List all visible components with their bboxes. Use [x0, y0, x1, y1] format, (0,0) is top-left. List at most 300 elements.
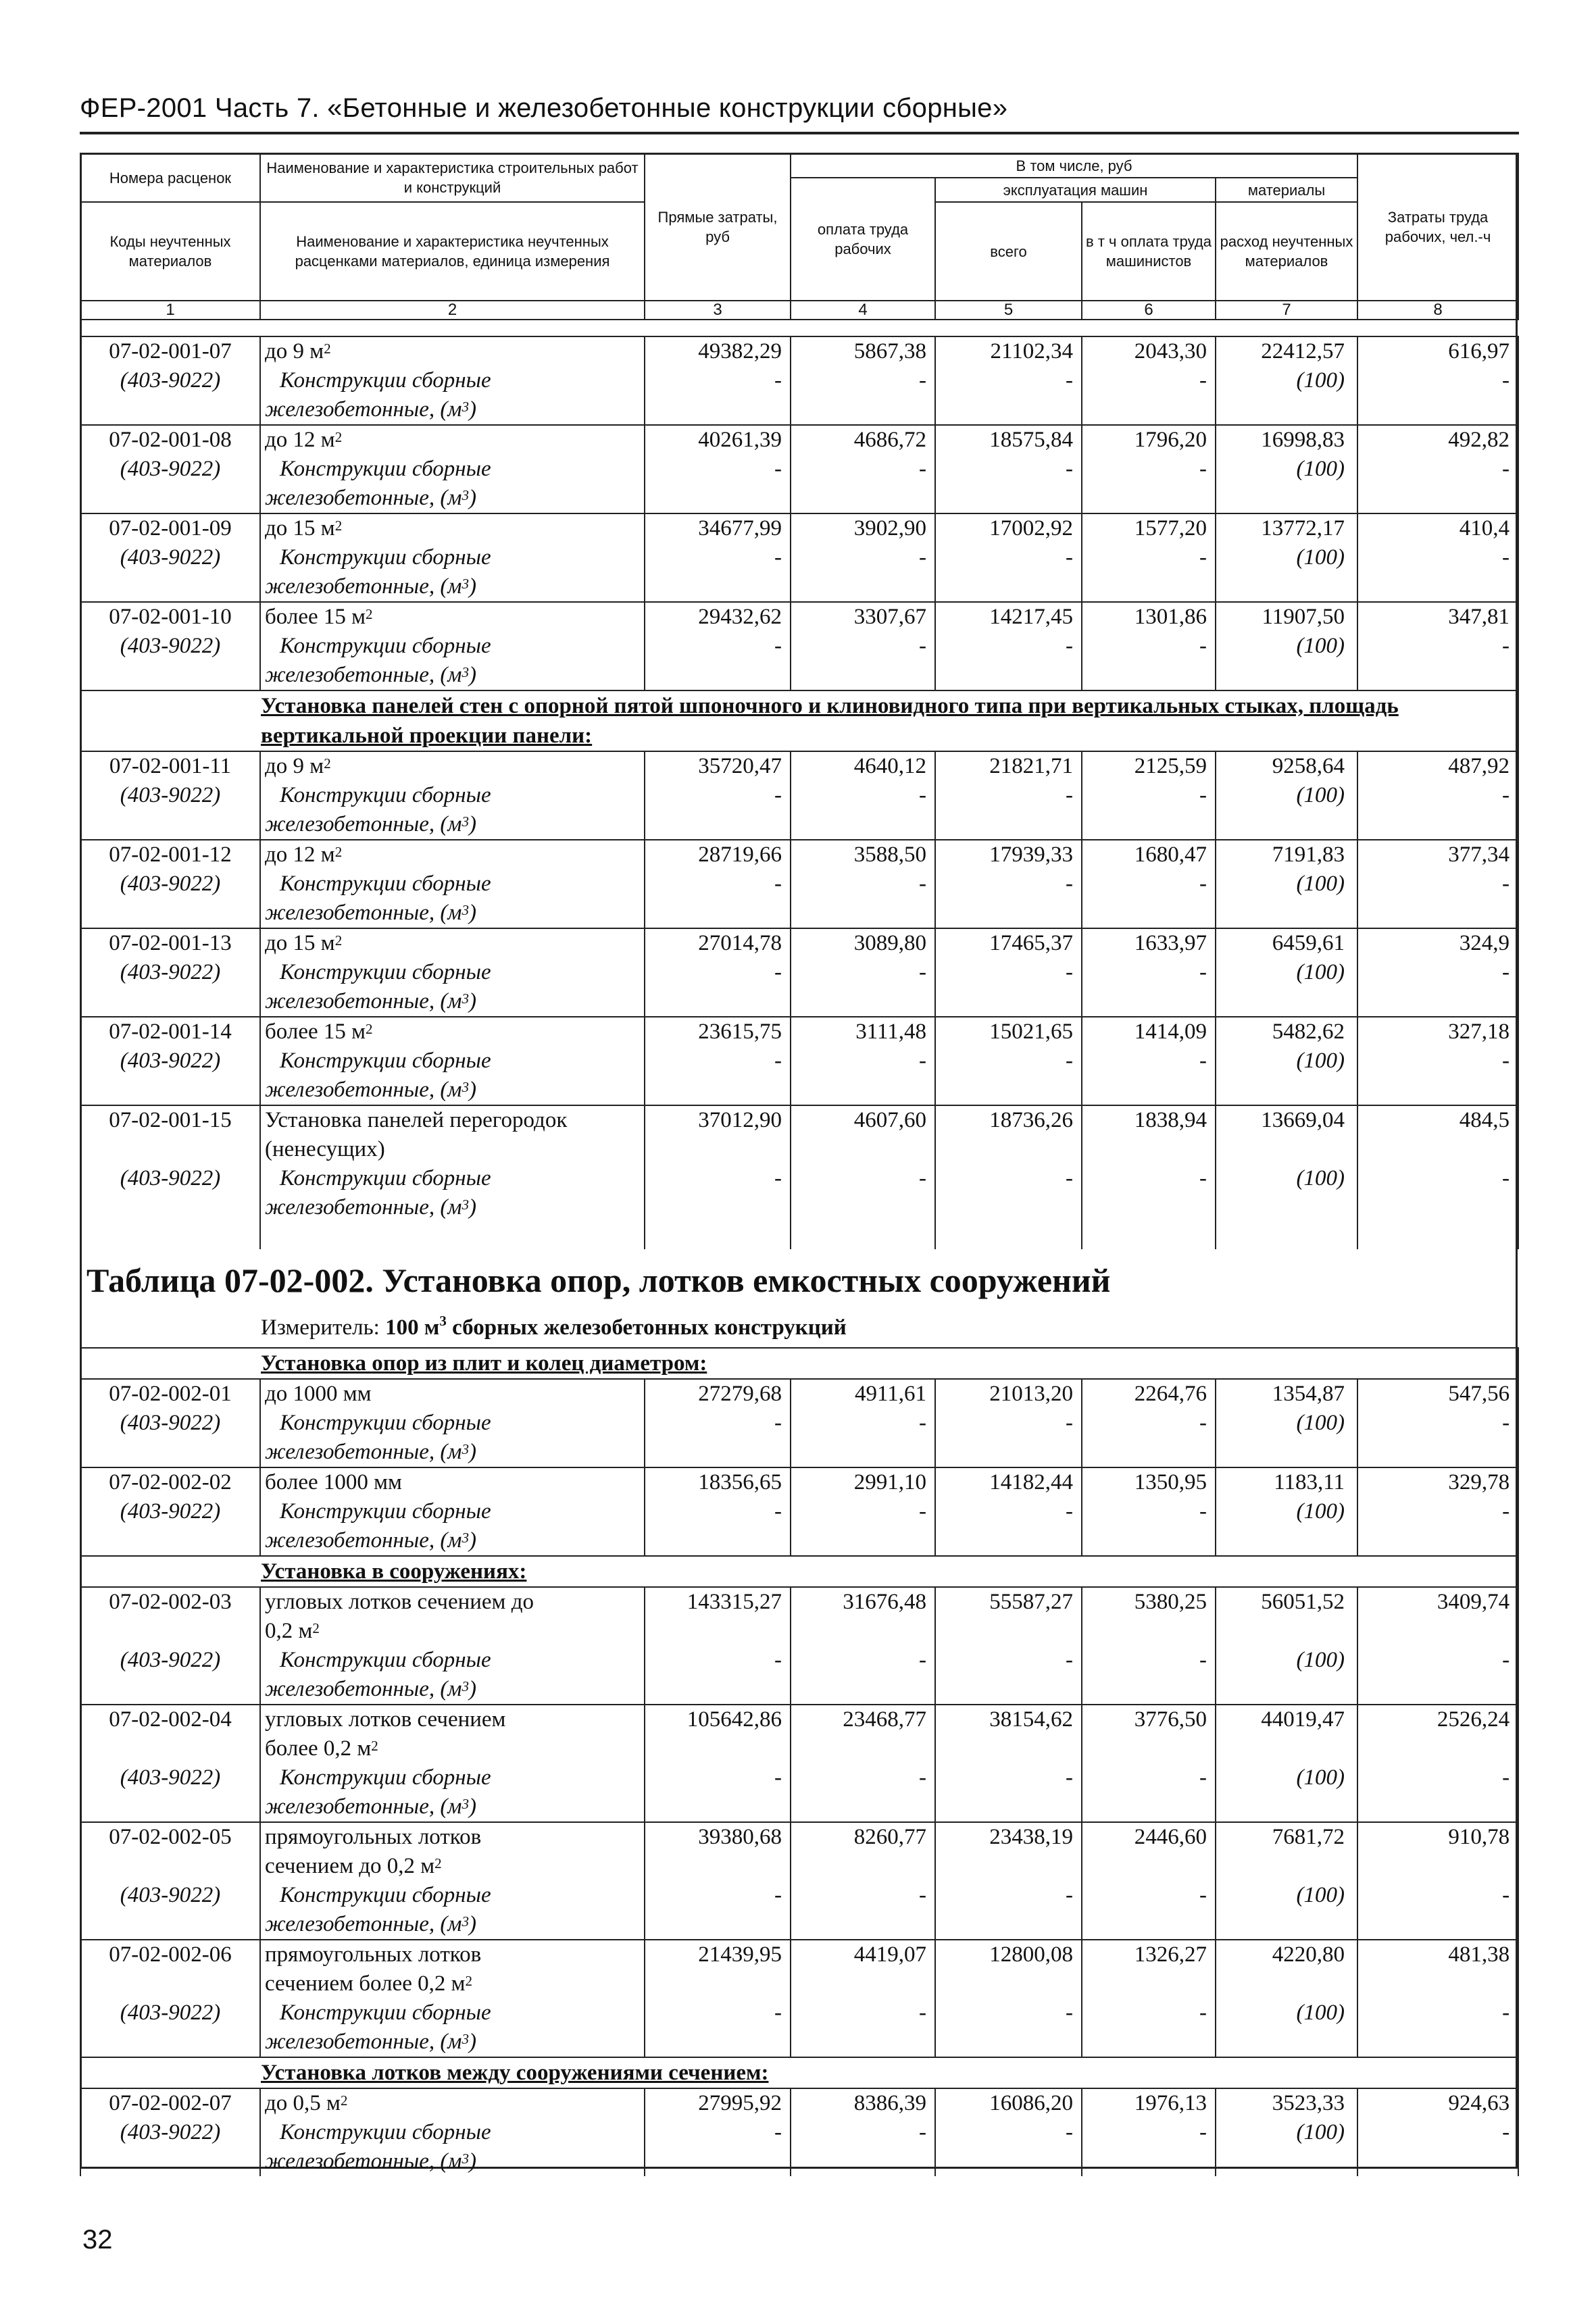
labor-pay-value: 3111,48 [791, 1017, 935, 1047]
work-name-text: более 15 м [265, 605, 366, 629]
machinists-pay-value: 1680,47 [1082, 840, 1216, 870]
dash-machinists: - [1082, 1998, 1216, 2057]
meter-label: Измеритель: [261, 1315, 380, 1340]
machines-total-value: 21102,34 [935, 336, 1082, 366]
material-name-line2: железобетонные, (м [265, 1912, 462, 1936]
section-heading-text: Установка лотков между сооружениями сечением: [261, 2061, 769, 2085]
unit-superscript: 3 [462, 2150, 469, 2167]
labor-hours-value: 327,18 [1357, 1017, 1518, 1047]
material-quantity: (100) [1216, 781, 1357, 840]
material-quantity: (100) [1216, 870, 1357, 928]
machinists-pay-value: 1796,20 [1082, 425, 1216, 455]
dash-machinists: - [1082, 1497, 1216, 1556]
dash-machines: - [935, 1409, 1082, 1467]
machinists-pay-value: 2125,59 [1082, 751, 1216, 781]
material-code: (403-9022) [80, 2118, 260, 2176]
dash-machinists: - [1082, 1164, 1216, 1222]
material-name-close: ) [468, 2149, 476, 2173]
material-name [260, 781, 645, 840]
dash-machinists: - [1082, 632, 1216, 690]
work-name [260, 1822, 645, 1881]
spacer-cell [80, 1222, 260, 1249]
material-name-line2: железобетонные, (м [265, 2149, 462, 2173]
rate-code: 07-02-002-06 [80, 1940, 260, 1998]
direct-costs-value: 27279,68 [645, 1379, 791, 1409]
material-code: (403-9022) [80, 632, 260, 690]
dash-hours: - [1357, 781, 1518, 840]
unit-superscript: 3 [462, 664, 469, 680]
dash-direct: - [645, 366, 791, 425]
labor-hours-value: 484,5 [1357, 1105, 1518, 1164]
machines-total-value: 17002,92 [935, 513, 1082, 543]
dash-labor: - [791, 366, 935, 425]
materials-value: 13772,17 [1216, 513, 1357, 543]
col-number: 7 [1216, 301, 1357, 320]
dash-hours: - [1357, 1998, 1518, 2057]
spacer-cell [1216, 1222, 1357, 1249]
dash-machines: - [935, 1164, 1082, 1222]
material-quantity: (100) [1216, 1763, 1357, 1822]
section-row [80, 1348, 1518, 1379]
labor-pay-value: 4607,60 [791, 1105, 935, 1164]
spacer-cell [1082, 1222, 1216, 1249]
materials-value: 56051,52 [1216, 1587, 1357, 1646]
material-quantity: (100) [1216, 632, 1357, 690]
dash-machinists: - [1082, 958, 1216, 1017]
material-code: (403-9022) [80, 1998, 260, 2057]
rate-code: 07-02-002-07 [80, 2088, 260, 2118]
spacer-row [80, 1222, 1518, 1249]
dash-machines: - [935, 870, 1082, 928]
dash-hours: - [1357, 1881, 1518, 1940]
work-name [260, 928, 645, 958]
material-row [80, 1047, 1518, 1105]
unit-superscript: 3 [462, 990, 469, 1007]
dash-machinists: - [1082, 1646, 1216, 1705]
work-name-text: угловых лотков сечением [265, 1707, 506, 1732]
unit-superscript: 2 [371, 1738, 378, 1754]
material-quantity: (100) [1216, 1998, 1357, 2057]
rate-code: 07-02-001-10 [80, 602, 260, 632]
material-name-close: ) [468, 1528, 476, 1553]
material-name [260, 870, 645, 928]
work-name [260, 1587, 645, 1646]
col-number: 4 [791, 301, 935, 320]
dash-labor: - [791, 1998, 935, 2057]
machines-total-value: 14217,45 [935, 602, 1082, 632]
material-name-line1: Конструкции сборные [280, 1049, 491, 1073]
materials-value: 13669,04 [1216, 1105, 1357, 1164]
rate-row [80, 1822, 1518, 1881]
labor-pay-value: 2991,10 [791, 1467, 935, 1497]
unit-superscript: 3 [462, 1197, 469, 1213]
material-name-close: ) [468, 1912, 476, 1936]
unit-superscript: 3 [462, 2031, 469, 2047]
header-material-consumption: расход неучтенных материалов [1216, 202, 1357, 301]
labor-pay-value: 3902,90 [791, 513, 935, 543]
materials-value: 5482,62 [1216, 1017, 1357, 1047]
dash-hours: - [1357, 1164, 1518, 1222]
work-name [260, 751, 645, 781]
work-name-text: более 1000 мм [265, 1470, 402, 1494]
machinists-pay-value: 1838,94 [1082, 1105, 1216, 1164]
direct-costs-value: 35720,47 [645, 751, 791, 781]
work-name [260, 425, 645, 455]
material-name-line1: Конструкции сборные [280, 1166, 491, 1190]
work-name-text: угловых лотков сечением до [265, 1590, 534, 1614]
col-number: 1 [80, 301, 260, 320]
work-name [260, 2088, 645, 2118]
material-row [80, 1646, 1518, 1705]
unit-superscript: 2 [312, 1620, 320, 1636]
material-name-line1: Конструкции сборные [280, 1499, 491, 1524]
dash-labor: - [791, 632, 935, 690]
unit-superscript: 3 [462, 902, 469, 918]
material-name-close: ) [468, 663, 476, 687]
dash-direct: - [645, 632, 791, 690]
header-labor-hours: Затраты труда рабочих, чел.-ч [1357, 153, 1518, 301]
col-number: 6 [1082, 301, 1216, 320]
material-quantity: (100) [1216, 1497, 1357, 1556]
dash-labor: - [791, 781, 935, 840]
material-code: (403-9022) [80, 781, 260, 840]
material-quantity: (100) [1216, 2118, 1357, 2176]
dash-direct: - [645, 958, 791, 1017]
direct-costs-value: 29432,62 [645, 602, 791, 632]
materials-value: 44019,47 [1216, 1705, 1357, 1763]
material-name-line2: железобетонные, (м [265, 1528, 462, 1553]
unit-superscript: 3 [462, 399, 469, 415]
machines-total-value: 21013,20 [935, 1379, 1082, 1409]
dash-machinists: - [1082, 366, 1216, 425]
machines-total-value: 21821,71 [935, 751, 1082, 781]
rate-code: 07-02-001-08 [80, 425, 260, 455]
rate-code: 07-02-002-04 [80, 1705, 260, 1763]
direct-costs-value: 143315,27 [645, 1587, 791, 1646]
labor-hours-value: 324,9 [1357, 928, 1518, 958]
material-name-line2: железобетонные, (м [265, 663, 462, 687]
rates-table-part1 [80, 336, 1519, 1249]
labor-hours-value: 377,34 [1357, 840, 1518, 870]
labor-pay-value: 23468,77 [791, 1705, 935, 1763]
material-name-line1: Конструкции сборные [280, 2120, 491, 2144]
dash-machinists: - [1082, 543, 1216, 602]
material-name [260, 1497, 645, 1556]
unit-superscript: 3 [462, 1530, 469, 1546]
material-name [260, 543, 645, 602]
material-code: (403-9022) [80, 1409, 260, 1467]
dash-machinists: - [1082, 2118, 1216, 2176]
material-code: (403-9022) [80, 1881, 260, 1940]
work-name-text: до 15 м [265, 516, 335, 540]
material-quantity: (100) [1216, 455, 1357, 513]
material-name [260, 455, 645, 513]
work-name [260, 336, 645, 366]
material-name [260, 1998, 645, 2057]
material-name-close: ) [468, 1440, 476, 1464]
unit-superscript: 2 [324, 755, 331, 772]
dash-hours: - [1357, 1047, 1518, 1105]
section-row [80, 1556, 1518, 1587]
rate-code: 07-02-001-11 [80, 751, 260, 781]
material-name-line2: железобетонные, (м [265, 1440, 462, 1464]
unit-superscript: 3 [462, 487, 469, 503]
material-quantity: (100) [1216, 543, 1357, 602]
dash-direct: - [645, 1164, 791, 1222]
dash-direct: - [645, 1497, 791, 1556]
labor-pay-value: 31676,48 [791, 1587, 935, 1646]
material-row [80, 1409, 1518, 1467]
labor-pay-value: 4686,72 [791, 425, 935, 455]
spacer-cell [645, 1222, 791, 1249]
dash-hours: - [1357, 1646, 1518, 1705]
labor-pay-value: 4911,61 [791, 1379, 935, 1409]
rate-row [80, 602, 1518, 632]
dash-hours: - [1357, 366, 1518, 425]
labor-hours-value: 481,38 [1357, 1940, 1518, 1998]
unit-superscript: 2 [366, 606, 373, 622]
work-name-text-2: сечением более 0,2 м [265, 1971, 466, 1996]
dash-labor: - [791, 1047, 935, 1105]
section-heading-text: Установка панелей стен с опорной пятой шпоночного и клиновидного типа при вертикальных стыках, площадь вертикальной проекции панели: [261, 694, 1399, 748]
unit-superscript: 3 [462, 1678, 469, 1694]
dash-machines: - [935, 366, 1082, 425]
labor-hours-value: 910,78 [1357, 1822, 1518, 1881]
header-labor-pay: оплата труда рабочих [791, 178, 935, 301]
labor-pay-value: 3588,50 [791, 840, 935, 870]
material-name-line1: Конструкции сборные [280, 1648, 491, 1672]
material-code: (403-9022) [80, 1047, 260, 1105]
material-name-close: ) [468, 574, 476, 599]
rate-row [80, 751, 1518, 781]
materials-value: 9258,64 [1216, 751, 1357, 781]
direct-costs-value: 18356,65 [645, 1467, 791, 1497]
direct-costs-value: 27995,92 [645, 2088, 791, 2118]
material-quantity: (100) [1216, 1164, 1357, 1222]
material-code: (403-9022) [80, 1646, 260, 1705]
material-row [80, 870, 1518, 928]
rate-row [80, 1017, 1518, 1047]
section-heading-text: Установка в сооружениях: [261, 1559, 527, 1584]
work-name [260, 1017, 645, 1047]
header-rate-numbers: Номера расценок [80, 153, 260, 202]
work-name-text: до 9 м [265, 339, 324, 363]
material-quantity: (100) [1216, 1646, 1357, 1705]
rate-row [80, 1467, 1518, 1497]
dash-labor: - [791, 1646, 935, 1705]
work-name [260, 1379, 645, 1409]
material-code: (403-9022) [80, 870, 260, 928]
dash-machines: - [935, 781, 1082, 840]
work-name-text-2: 0,2 м [265, 1619, 313, 1643]
dash-machines: - [935, 1047, 1082, 1105]
material-name-line2: железобетонные, (м [265, 397, 462, 422]
machinists-pay-value: 2446,60 [1082, 1822, 1216, 1881]
work-name [260, 1467, 645, 1497]
unit-superscript: 2 [334, 844, 343, 860]
dash-labor: - [791, 543, 935, 602]
section-heading [80, 2057, 1518, 2088]
dash-labor: - [791, 1409, 935, 1467]
labor-pay-value: 3307,67 [791, 602, 935, 632]
material-name-line1: Конструкции сборные [280, 457, 491, 481]
unit-superscript: 2 [366, 1021, 373, 1037]
material-quantity: (100) [1216, 958, 1357, 1017]
material-row [80, 781, 1518, 840]
work-name [260, 1105, 645, 1164]
material-row [80, 1881, 1518, 1940]
material-row [80, 632, 1518, 690]
dash-machinists: - [1082, 1881, 1216, 1940]
material-name-line2: железобетонные, (м [265, 812, 462, 836]
dash-direct: - [645, 455, 791, 513]
labor-pay-value: 5867,38 [791, 336, 935, 366]
rate-code: 07-02-002-02 [80, 1467, 260, 1497]
machines-total-value: 17939,33 [935, 840, 1082, 870]
materials-value: 7191,83 [1216, 840, 1357, 870]
material-row [80, 1998, 1518, 2057]
dash-machines: - [935, 543, 1082, 602]
rate-code: 07-02-002-05 [80, 1822, 260, 1881]
work-name-text: до 9 м [265, 754, 324, 778]
rate-row [80, 1705, 1518, 1763]
dash-direct: - [645, 543, 791, 602]
work-name-text: Установка панелей перегородок [265, 1108, 568, 1132]
material-name-line1: Конструкции сборные [280, 960, 491, 984]
unit-superscript: 2 [324, 341, 331, 357]
material-code: (403-9022) [80, 1497, 260, 1556]
material-row [80, 1164, 1518, 1222]
dash-labor: - [791, 1497, 935, 1556]
dash-labor: - [791, 1763, 935, 1822]
material-row [80, 1763, 1518, 1822]
header-material-names: Наименование и характеристика неучтенных расценками материалов, единица измерения [260, 202, 645, 301]
dash-hours: - [1357, 632, 1518, 690]
work-name-text: до 15 м [265, 931, 335, 955]
dash-machinists: - [1082, 455, 1216, 513]
labor-hours-value: 924,63 [1357, 2088, 1518, 2118]
unit-superscript: 2 [334, 518, 343, 534]
direct-costs-value: 105642,86 [645, 1705, 791, 1763]
work-name [260, 840, 645, 870]
labor-hours-value: 410,4 [1357, 513, 1518, 543]
material-name-line1: Конструкции сборные [280, 1411, 491, 1435]
header-work-name: Наименование и характеристика строительных работ и конструкций [260, 153, 645, 202]
machinists-pay-value: 1577,20 [1082, 513, 1216, 543]
work-name-text: до 12 м [265, 428, 335, 452]
material-name-line2: железобетонные, (м [265, 989, 462, 1013]
work-name-text: прямоугольных лотков [265, 1825, 482, 1849]
table-header [80, 153, 1519, 320]
materials-value: 4220,80 [1216, 1940, 1357, 1998]
dash-machines: - [935, 455, 1082, 513]
dash-direct: - [645, 1646, 791, 1705]
labor-hours-value: 492,82 [1357, 425, 1518, 455]
labor-pay-value: 3089,80 [791, 928, 935, 958]
material-row [80, 1497, 1518, 1556]
work-name-text: более 15 м [265, 1020, 366, 1044]
materials-value: 1354,87 [1216, 1379, 1357, 1409]
dash-hours: - [1357, 1497, 1518, 1556]
col-number: 5 [935, 301, 1082, 320]
material-quantity: (100) [1216, 1409, 1357, 1467]
material-name-line1: Конструкции сборные [280, 783, 491, 807]
rate-code: 07-02-001-14 [80, 1017, 260, 1047]
col-number: 3 [645, 301, 791, 320]
work-name-text: до 0,5 м [265, 2091, 341, 2115]
machines-total-value: 18736,26 [935, 1105, 1082, 1164]
header-direct-costs: Прямые затраты, руб [645, 153, 791, 301]
dash-hours: - [1357, 958, 1518, 1017]
rate-code: 07-02-001-13 [80, 928, 260, 958]
dash-machines: - [935, 1998, 1082, 2057]
material-row [80, 958, 1518, 1017]
labor-hours-value: 347,81 [1357, 602, 1518, 632]
unit-superscript: 2 [340, 2092, 348, 2109]
meter-rest: сборных железобетонных конструкций [446, 1315, 847, 1340]
material-name-line1: Конструкции сборные [280, 1883, 491, 1907]
material-name-line2: железобетонные, (м [265, 1078, 462, 1102]
work-name-text: прямоугольных лотков [265, 1942, 482, 1967]
col-number: 8 [1357, 301, 1518, 320]
labor-hours-value: 2526,24 [1357, 1705, 1518, 1763]
dash-labor: - [791, 455, 935, 513]
rate-row [80, 1379, 1518, 1409]
dash-labor: - [791, 958, 935, 1017]
material-name [260, 1047, 645, 1105]
material-code: (403-9022) [80, 958, 260, 1017]
material-name-close: ) [468, 1677, 476, 1701]
spacer-cell [1357, 1222, 1518, 1249]
material-name-line1: Конструкции сборные [280, 368, 491, 393]
material-name-close: ) [468, 486, 476, 510]
machines-total-value: 23438,19 [935, 1822, 1082, 1881]
material-name [260, 1409, 645, 1467]
material-name [260, 1881, 645, 1940]
material-name-line2: железобетонные, (м [265, 574, 462, 599]
material-name-close: ) [468, 812, 476, 836]
document-table-frame [80, 153, 1518, 2173]
unit-superscript: 3 [462, 576, 469, 592]
work-name [260, 513, 645, 543]
material-name-line1: Конструкции сборные [280, 1765, 491, 1790]
dash-direct: - [645, 781, 791, 840]
material-name-line1: Конструкции сборные [280, 2001, 491, 2025]
dash-machines: - [935, 958, 1082, 1017]
labor-hours-value: 616,97 [1357, 336, 1518, 366]
dash-machinists: - [1082, 781, 1216, 840]
header-rule [80, 132, 1519, 134]
material-code: (403-9022) [80, 1763, 260, 1822]
work-name-text-2: сечением до 0,2 м [265, 1854, 435, 1878]
machinists-pay-value: 2043,30 [1082, 336, 1216, 366]
dash-labor: - [791, 1881, 935, 1940]
dash-machinists: - [1082, 870, 1216, 928]
labor-pay-value: 8260,77 [791, 1822, 935, 1881]
direct-costs-value: 27014,78 [645, 928, 791, 958]
direct-costs-value: 28719,66 [645, 840, 791, 870]
work-name [260, 1705, 645, 1763]
page-header: ФЕР-2001 Часть 7. «Бетонные и железобетонные конструкции сборные» [80, 93, 1008, 123]
dash-hours: - [1357, 2118, 1518, 2176]
dash-machines: - [935, 2118, 1082, 2176]
unit-superscript: 2 [434, 1855, 442, 1871]
section-heading [80, 1348, 1518, 1379]
dash-labor: - [791, 870, 935, 928]
machinists-pay-value: 1414,09 [1082, 1017, 1216, 1047]
header-material-codes: Коды неучтенных материалов [80, 202, 260, 301]
machinists-pay-value: 1633,97 [1082, 928, 1216, 958]
